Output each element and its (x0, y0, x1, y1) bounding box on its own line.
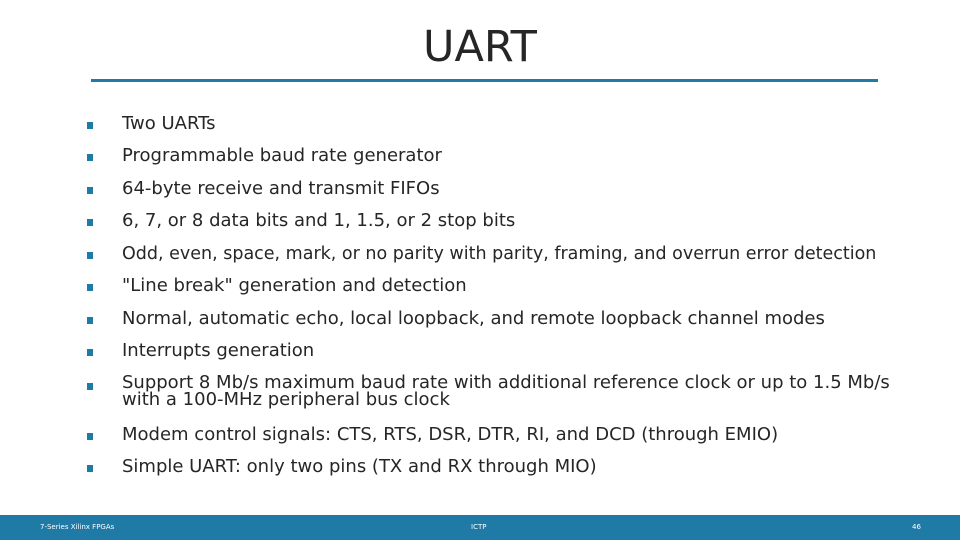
square-bullet-icon (87, 187, 93, 194)
bullet-text: Two UARTs (122, 113, 216, 134)
bullet-text: Simple UART: only two pins (TX and RX through MIO) (122, 456, 597, 477)
square-bullet-icon (87, 317, 93, 324)
bullet-text: Programmable baud rate generator (122, 145, 442, 166)
bullet-text: 64-byte receive and transmit FIFOs (122, 178, 440, 199)
footer-center-text: ICTP (471, 523, 487, 531)
square-bullet-icon (87, 349, 93, 356)
bullet-text: Normal, automatic echo, local loopback, and remote loopback channel modes (122, 308, 825, 329)
bullet-text: 6, 7, or 8 data bits and 1, 1.5, or 2 stop bits (122, 210, 516, 231)
square-bullet-icon (87, 252, 93, 259)
square-bullet-icon (87, 465, 93, 472)
square-bullet-icon (87, 219, 93, 226)
square-bullet-icon (87, 383, 93, 390)
bullet-text: Support 8 Mb/s maximum baud rate with additional reference clock or up to 1.5 Mb/s with a 100-MHz peripheral bus clock (122, 372, 890, 410)
bullet-text: "Line break" generation and detection (122, 275, 467, 296)
square-bullet-icon (87, 433, 93, 440)
bullet-text: Interrupts generation (122, 340, 315, 361)
slide-title: UART (423, 22, 537, 72)
square-bullet-icon (87, 154, 93, 161)
square-bullet-icon (87, 122, 93, 129)
bullet-text: Modem control signals: CTS, RTS, DSR, DTR, RI, and DCD (through EMIO) (122, 424, 779, 445)
footer-left-text: 7-Series Xilinx FPGAs (40, 523, 115, 531)
page-number: 46 (912, 523, 921, 531)
bullet-text: Odd, even, space, mark, or no parity with parity, framing, and overrun error detection (122, 244, 877, 264)
square-bullet-icon (87, 284, 93, 291)
